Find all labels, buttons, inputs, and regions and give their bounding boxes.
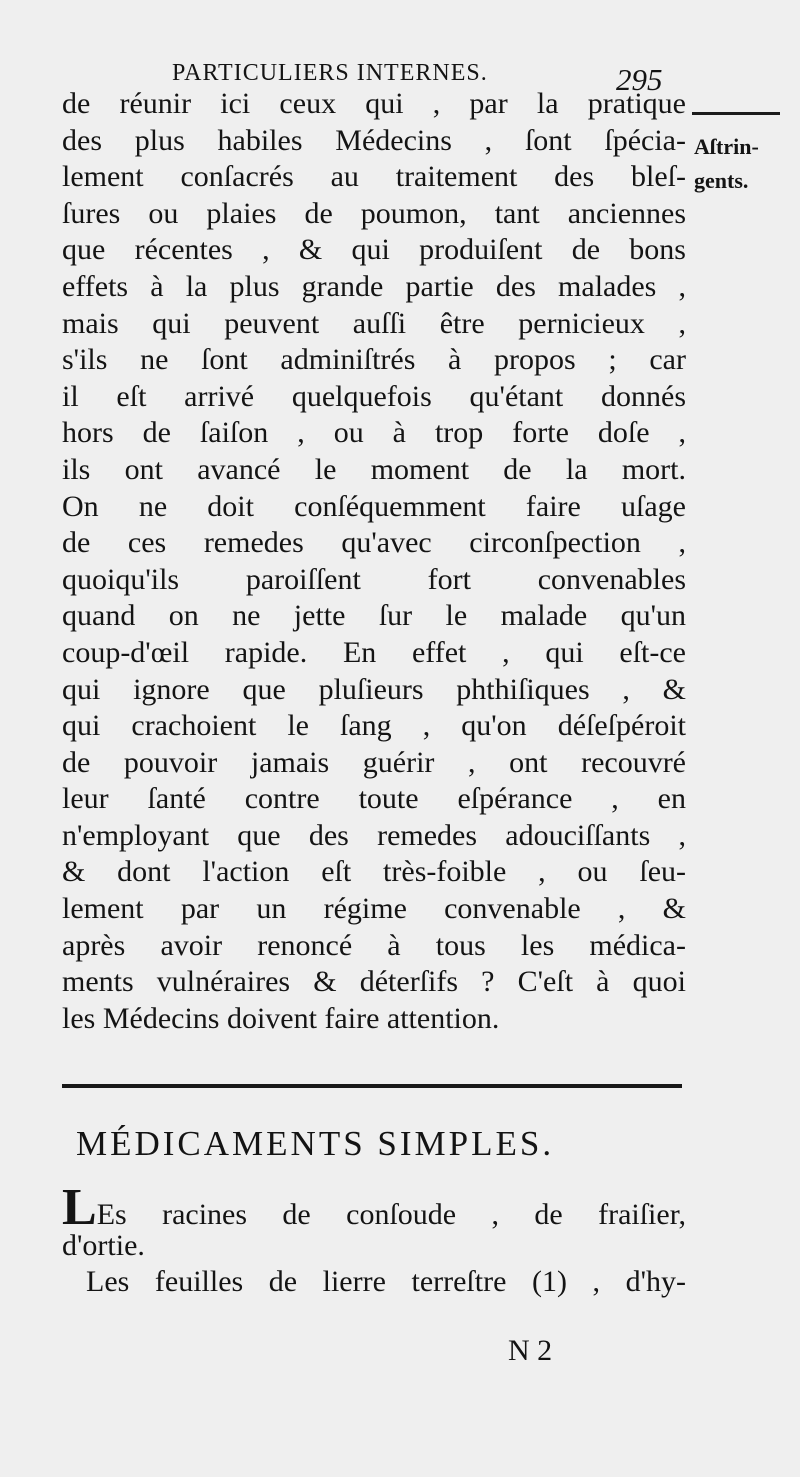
text-line: de ces remedes qu'avec circonſpection , [62, 526, 686, 560]
text-line: qui crachoient le ſang , qu'on déſeſpéroit [62, 709, 686, 743]
text-line: qui ignore que pluſieurs phthiſiques , & [62, 672, 686, 706]
text-line: coup-d'œil rapide. En effet , qui eſt-ce [62, 635, 686, 669]
text-line: ments vulnéraires & déterſifs ? C'eſt à quoi [62, 965, 686, 999]
body-paragraph [62, 86, 686, 1037]
section-title: MÉDICAMENTS SIMPLES. [76, 1124, 555, 1163]
margin-rule [692, 112, 780, 115]
text-line: des plus habiles Médecins , ſont ſpécia- [62, 123, 686, 157]
margin-note [694, 130, 759, 198]
text-line: lement par un régime convenable , & [62, 892, 686, 926]
margin-note-line: Aſtrin- [694, 134, 759, 159]
text-line: mais qui peuvent auſſi être pernicieux , [62, 306, 686, 340]
text-line: quoiqu'ils paroiſſent fort convenables [62, 562, 686, 596]
section-body [62, 1179, 686, 1300]
text-line: ils ont avancé le moment de la mort. [62, 452, 686, 486]
text-line: n'employant que des remedes adouciſſants , [62, 818, 686, 852]
text-line [62, 1179, 686, 1236]
text-line-rest: Es racines de conſoude , de fraiſier, [96, 1198, 686, 1231]
margin-note-line: gents. [694, 168, 749, 193]
text-line: On ne doit conſéquemment faire uſage [62, 489, 686, 523]
drop-cap: L [62, 1179, 97, 1236]
text-line: lement conſacrés au traitement des bleſ- [62, 160, 686, 194]
text-line: ſures ou plaies de poumon, tant anciennes [62, 196, 686, 230]
running-title: PARTICULIERS INTERNES. [172, 60, 488, 86]
text-line: d'ortie. [62, 1229, 145, 1262]
text-line: s'ils ne ſont adminiſtrés à propos ; car [62, 343, 686, 377]
signature-mark: N 2 [508, 1334, 553, 1367]
text-line: les Médecins doivent faire attention. [62, 1001, 500, 1035]
text-line: quand on ne jette ſur le malade qu'un [62, 599, 686, 633]
text-line: de réunir ici ceux qui , par la pratique [62, 87, 686, 120]
text-line: hors de ſaiſon , ou à trop forte doſe , [62, 416, 686, 450]
text-line: Les feuilles de lierre terreſtre (1) , d'hy- [86, 1265, 686, 1298]
section-divider [62, 1084, 682, 1088]
text-line: après avoir renoncé à tous les médica- [62, 928, 686, 962]
text-line: que récentes , & qui produiſent de bons [62, 233, 686, 267]
text-line: effets à la plus grande partie des malades , [62, 269, 686, 303]
text-line: leur ſanté contre toute eſpérance , en [62, 782, 686, 816]
page-number: 295 [616, 62, 663, 97]
text-line: il eſt arrivé quelquefois qu'étant donnés [62, 379, 686, 413]
text-line: de pouvoir jamais guérir , ont recouvré [62, 745, 686, 779]
text-line: & dont l'action eſt très-foible , ou ſeu- [62, 855, 686, 889]
